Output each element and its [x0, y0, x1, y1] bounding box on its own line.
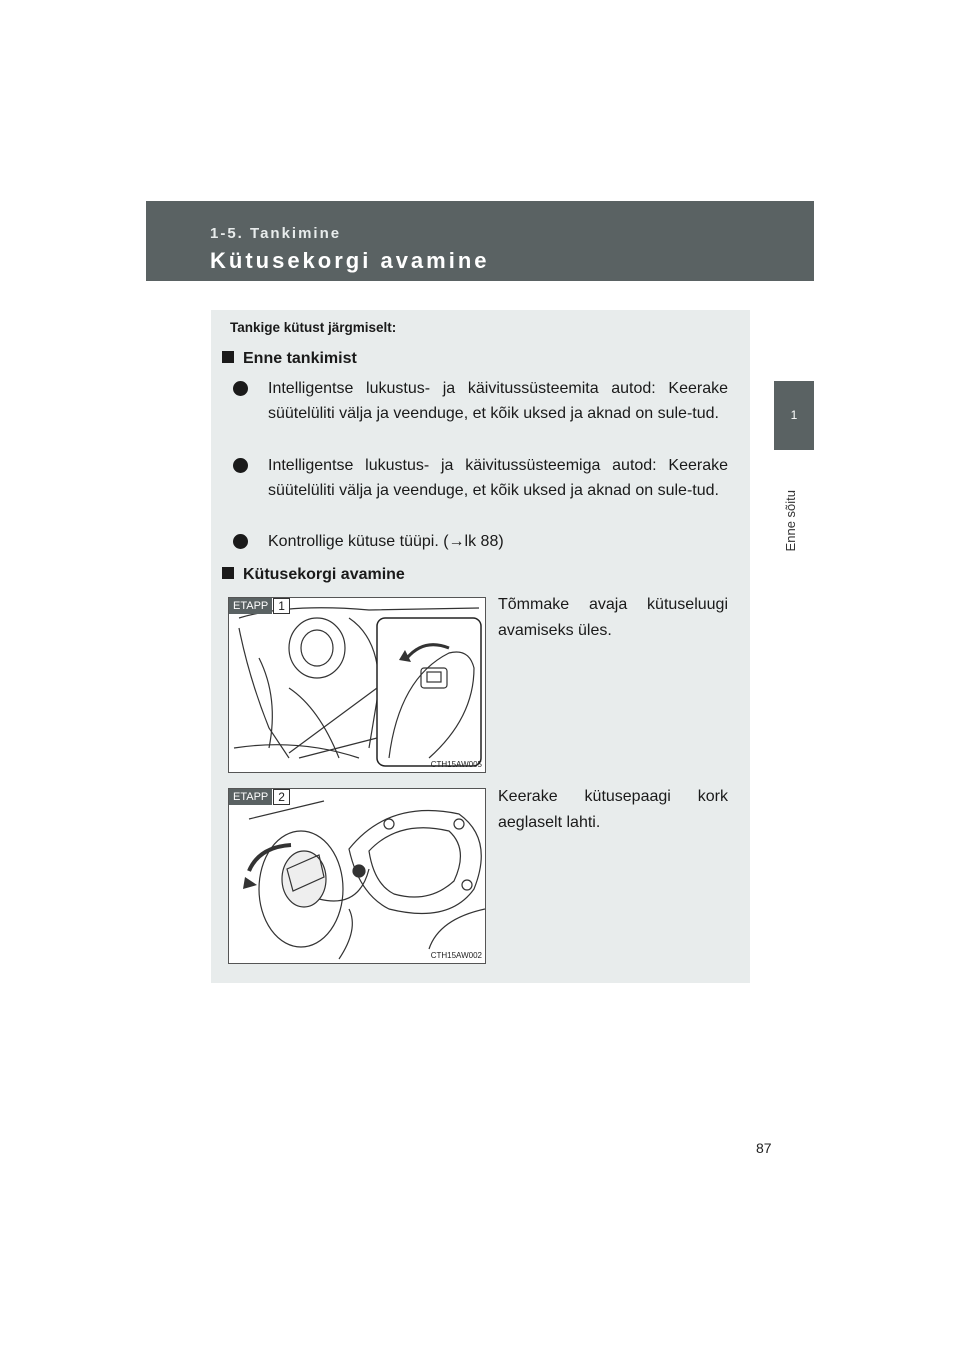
page-number: 87 [756, 1140, 772, 1156]
figure-code: CTH15AW005 [430, 760, 482, 769]
square-bullet-icon [222, 351, 234, 363]
step-2-text: Keerake kütusepaagi kork aeglaselt lahti. [498, 788, 728, 831]
page-title: Kütusekorgi avamine [210, 248, 490, 273]
list-item: Intelligentse lukustus- ja käivitussüsteemiga autod: Keerake süütelüliti välja ja veenduge, et kõik uksed ja aknad on sule-tud. [233, 453, 728, 503]
step-badge: ETAPP 1 [229, 598, 290, 614]
list-item: Intelligentse lukustus- ja käivitussüsteemita autod: Keerake süütelüliti välja ja veenduge, et kõik uksed ja aknad on sule-tud. [233, 376, 728, 426]
chapter-label: Enne sõitu [783, 490, 798, 552]
section-number: 1-5. Tankimine [210, 225, 342, 242]
chapter-tab: 1 [774, 381, 814, 450]
chapter-header [146, 201, 814, 281]
figure-fuel-door-opener [228, 597, 486, 773]
content-panel [211, 310, 750, 983]
round-bullet-icon [233, 381, 248, 396]
intro-text: Tankige kütust järgmiselt: [230, 320, 397, 335]
step-badge: ETAPP 2 [229, 789, 290, 805]
round-bullet-icon [233, 458, 248, 473]
interior-illustration [229, 598, 485, 772]
step-1-text: Tõmmake avaja kütuseluugi avamiseks üles. [498, 596, 728, 639]
list-item: Kontrollige kütuse tüüpi. (→lk 88) [233, 529, 728, 554]
fuel-cap-illustration [229, 789, 485, 963]
figure-code: CTH15AW002 [430, 951, 482, 960]
figure-fuel-cap [228, 788, 486, 964]
section-heading-before-refuel: Enne tankimist [222, 350, 357, 368]
round-bullet-icon [233, 534, 248, 549]
section-heading-open-cap: Kütusekorgi avamine [222, 566, 405, 584]
square-bullet-icon [222, 567, 234, 579]
